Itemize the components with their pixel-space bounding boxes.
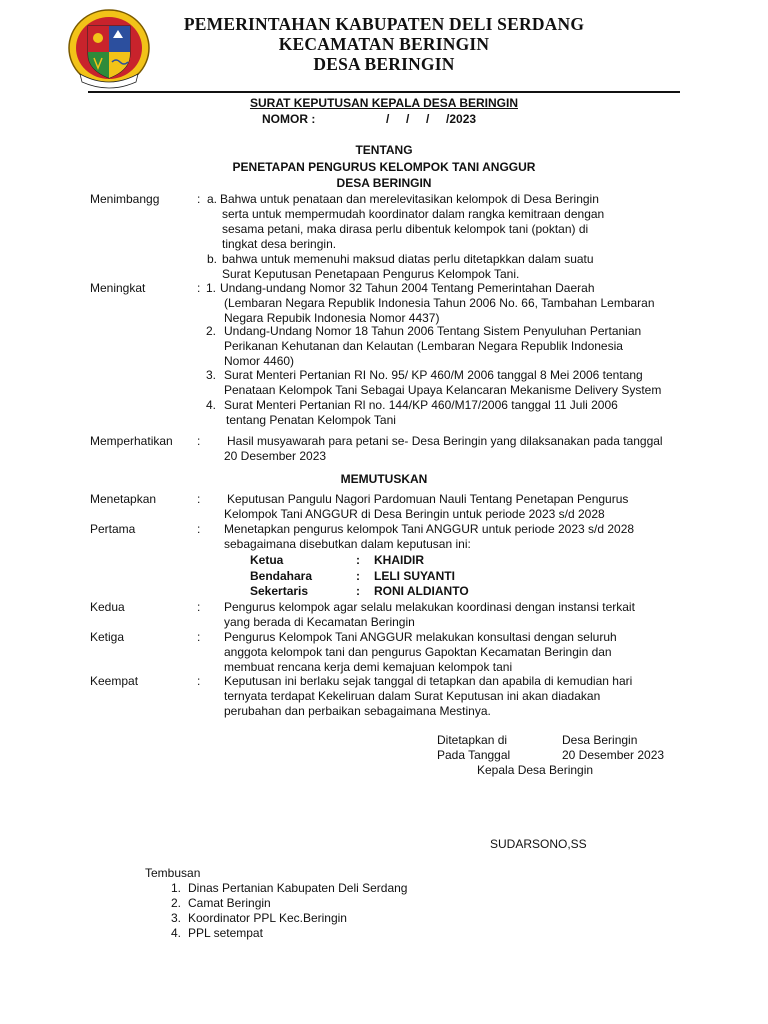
- text-line: tingkat desa beringin.: [222, 237, 337, 251]
- text-line: 20 Desember 2023: [224, 449, 327, 463]
- text-line: sebagaimana disebutkan dalam keputusan ini:: [224, 537, 471, 551]
- text-line: anggota kelompok tani dan pengurus Gapoktan Kecamatan Beringin dan: [224, 645, 612, 659]
- item-marker: 1.: [206, 281, 217, 295]
- text-line: Penataan Kelompok Tani Sebagai Upaya Kelancaran Mekanisme Delivery System: [224, 383, 662, 397]
- section-separator: :: [197, 281, 201, 295]
- text-line: ternyata terdapat Kekeliruan dalam Surat Keputusan ini akan diadakan: [224, 689, 601, 703]
- text-line: Pengurus Kelompok Tani ANGGUR melakukan konsultasi dengan seluruh: [224, 630, 617, 644]
- tanggal-label: Pada Tanggal: [437, 748, 511, 762]
- text-line: Undang-Undang Nomor 18 Tahun 2006 Tentang Sistem Penyuluhan Pertanian: [224, 324, 642, 338]
- decree-number: [262, 112, 477, 126]
- section-label: Menetapkan: [90, 492, 157, 506]
- text-line: tentang Penatan Kelompok Tani: [226, 413, 396, 427]
- list-item: Camat Beringin: [188, 896, 271, 910]
- text-line: Bahwa untuk penataan dan merelevitasikan kelompok di Desa Beringin: [220, 192, 599, 206]
- subject-line-1: PENETAPAN PENGURUS KELOMPOK TANI ANGGUR: [232, 160, 536, 174]
- regency-crest-logo: [66, 8, 152, 92]
- text-line: Surat Menteri Pertanian Rl no. 144/KP 460/M17/2006 tanggal 11 Juli 2006: [224, 398, 618, 412]
- list-marker: 1.: [171, 881, 182, 895]
- officer-separator: :: [356, 584, 360, 598]
- text-line: Menetapkan pengurus kelompok Tani ANGGUR untuk periode 2023 s/d 2028: [224, 522, 635, 536]
- letterhead-district: KECAMATAN BERINGIN: [278, 34, 490, 54]
- item-marker: b.: [207, 252, 218, 266]
- text-line: Keputusan ini berlaku sejak tanggal di tetapkan dan apabila di kemudian hari: [224, 674, 633, 688]
- list-item: PPL setempat: [188, 926, 263, 940]
- ditetapkan-value: Desa Beringin: [562, 733, 638, 747]
- list-item: Dinas Pertanian Kabupaten Deli Serdang: [188, 881, 408, 895]
- text-line: (Lembaran Negara Republik Indonesia Tahun 2006 No. 66, Tambahan Lembaran: [224, 296, 655, 310]
- section-label: Keempat: [90, 674, 139, 688]
- letterhead-divider: [88, 91, 680, 93]
- text-line: Surat Keputusan Penetapaan Pengurus Kelompok Tani.: [222, 267, 520, 281]
- section-label: Memperhatikan: [90, 434, 173, 448]
- section-separator: :: [197, 522, 201, 536]
- text-line: Keputusan Pangulu Nagori Pardomuan Nauli Tentang Penetapan Pengurus: [227, 492, 629, 506]
- nomor-label: NOMOR :: [262, 112, 316, 126]
- signatory-position: Kepala Desa Beringin: [477, 763, 594, 777]
- officer-separator: :: [356, 553, 360, 567]
- officer-name: LELI SUYANTI: [374, 569, 455, 583]
- section-separator: :: [197, 630, 201, 644]
- text-line: yang berada di Kecamatan Beringin: [224, 615, 415, 629]
- section-label: Menimbangg: [90, 192, 160, 206]
- text-line: membuat rencana kerja demi kemajuan kelompok tani: [224, 660, 513, 674]
- section-separator: :: [197, 600, 201, 614]
- letterhead-government: PEMERINTAHAN KABUPATEN DELI SERDANG: [183, 14, 585, 34]
- officer-role: Sekertaris: [250, 584, 309, 598]
- item-marker: 3.: [206, 368, 217, 382]
- section-label: Kedua: [90, 600, 125, 614]
- decree-heading: SURAT KEPUTUSAN KEPALA DESA BERINGIN: [249, 96, 518, 110]
- section-label: Pertama: [90, 522, 136, 536]
- text-line: Undang-undang Nomor 32 Tahun 2004 Tentang Pemerintahan Daerah: [220, 281, 595, 295]
- list-marker: 3.: [171, 911, 182, 925]
- signatory-name: SUDARSONO,SS: [490, 837, 587, 851]
- subject-line-2: DESA BERINGIN: [336, 176, 432, 190]
- officer-name: RONI ALDIANTO: [374, 584, 469, 598]
- list-marker: 4.: [171, 926, 182, 940]
- text-line: Surat Menteri Pertanian RI No. 95/ KP 460/M 2006 tanggal 8 Mei 2006 tentang: [224, 368, 643, 382]
- text-line: Pengurus kelompok agar selalu melakukan koordinasi dengan instansi terkait: [224, 600, 635, 614]
- letterhead-village: DESA BERINGIN: [313, 54, 455, 74]
- list-marker: 2.: [171, 896, 182, 910]
- text-line: sesama petani, maka dirasa perlu dibentuk kelompok tani (poktan) di: [222, 222, 589, 236]
- text-line: Hasil musyawarah para petani se- Desa Beringin yang dilaksanakan pada tanggal: [227, 434, 663, 448]
- text-line: Negara Repubik Indonesia Nomor 4437): [224, 311, 440, 325]
- officer-role: Ketua: [250, 553, 284, 567]
- tanggal-value: 20 Desember 2023: [562, 748, 665, 762]
- officer-separator: :: [356, 569, 360, 583]
- memutuskan-heading: MEMUTUSKAN: [340, 472, 428, 486]
- list-item: Koordinator PPL Kec.Beringin: [188, 911, 347, 925]
- text-line: perubahan dan perbaikan sebagaimana Mestinya.: [224, 704, 491, 718]
- nomor-value: / / / /2023: [386, 112, 477, 126]
- officer-role: Bendahara: [250, 569, 313, 583]
- ditetapkan-label: Ditetapkan di: [437, 733, 508, 747]
- section-separator: :: [197, 674, 201, 688]
- section-separator: :: [197, 492, 201, 506]
- tembusan-label: Tembusan: [145, 866, 201, 880]
- section-label: Ketiga: [90, 630, 125, 644]
- item-marker: a.: [207, 192, 218, 206]
- text-line: Kelompok Tani ANGGUR di Desa Beringin untuk periode 2023 s/d 2028: [224, 507, 605, 521]
- text-line: Perikanan Kehutanan dan Kelautan (Lembaran Negara Republik Indonesia: [224, 339, 623, 353]
- text-line: bahwa untuk memenuhi maksud diatas perlu ditetapkkan dalam suatu: [222, 252, 594, 266]
- tentang-heading: TENTANG: [355, 143, 413, 157]
- section-label: Meningkat: [90, 281, 146, 295]
- letterhead: [150, 14, 618, 74]
- item-marker: 4.: [206, 398, 217, 412]
- item-marker: 2.: [206, 324, 217, 338]
- text-line: serta untuk mempermudah koordinator dalam rangka kemitraan dengan: [222, 207, 605, 221]
- section-separator: :: [197, 434, 201, 448]
- section-separator: :: [197, 192, 201, 206]
- text-line: Nomor 4460): [224, 354, 295, 368]
- officer-name: KHAIDIR: [374, 553, 424, 567]
